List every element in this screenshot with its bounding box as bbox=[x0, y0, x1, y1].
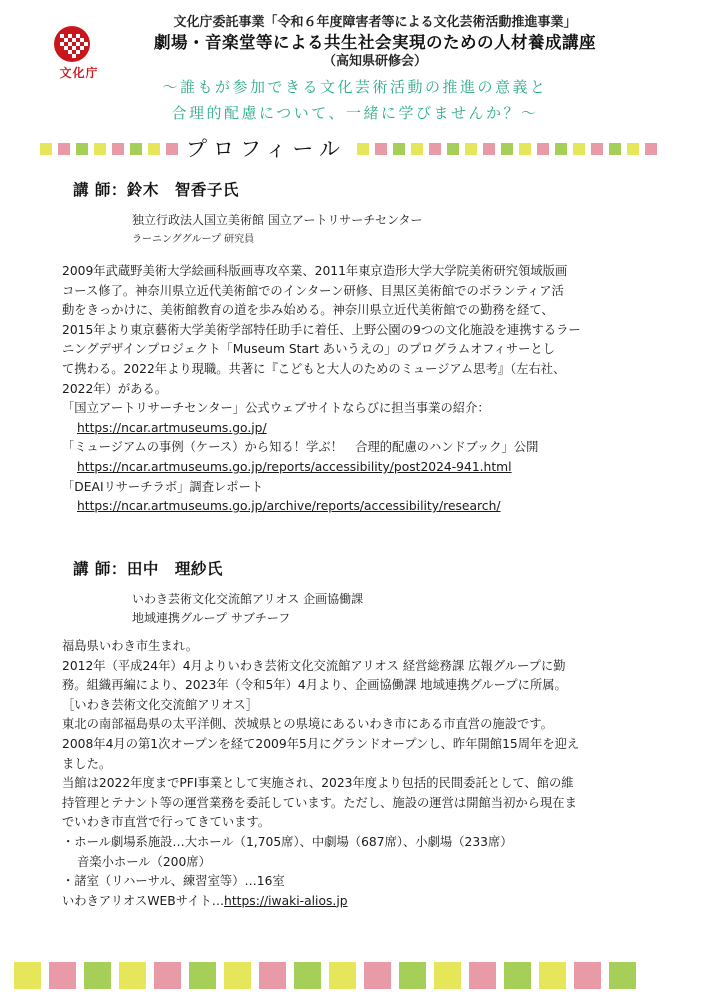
decor-square bbox=[483, 143, 495, 155]
decor-square bbox=[94, 143, 106, 155]
decor-square bbox=[294, 962, 321, 989]
bio-line: て携わる。2022年より現職。共著に『こどもと大人のためのミュージアム思考』（左右社、 bbox=[62, 361, 566, 376]
ref-label: 「国立アートリサーチセンター」公式ウェブサイトならびに担当事業の紹介： bbox=[62, 401, 490, 416]
research-report-link[interactable]: https://ncar.artmuseums.go.jp/archive/reports/accessibility/research/ bbox=[77, 499, 501, 514]
affiliation-line-2: 地域連携グループ サブチーフ bbox=[132, 611, 291, 625]
bio-line: 2015年より東京藝術大学美術学部特任助手に着任、上野公園の9つの文化施設を連携するラー bbox=[62, 322, 581, 337]
affiliation-line-1: いわき芸術文化交流館アリオス 企画協働課 bbox=[132, 592, 364, 606]
decor-square bbox=[645, 143, 657, 155]
decor-square bbox=[465, 143, 477, 155]
decor-square bbox=[259, 962, 286, 989]
profile-title: プロフィール bbox=[186, 137, 346, 161]
ref-label: 「ミュージアムの事例（ケース）から知る！学ぶ！ 合理的配慮のハンドブック」公開 bbox=[62, 440, 539, 455]
decor-square bbox=[166, 143, 178, 155]
decor-square bbox=[76, 143, 88, 155]
bio-line: 2022年）がある。 bbox=[62, 381, 168, 396]
bio-line: でいわき市直営で行ってきています。 bbox=[62, 815, 271, 830]
course-title: 劇場・音楽堂等による共生社会実現のための人材養成講座 bbox=[154, 33, 596, 52]
ncar-site-link[interactable]: https://ncar.artmuseums.go.jp/ bbox=[77, 420, 267, 435]
website-row bbox=[62, 892, 662, 912]
decor-square bbox=[537, 143, 549, 155]
decor-square bbox=[574, 962, 601, 989]
decor-square bbox=[609, 962, 636, 989]
decor-square bbox=[555, 143, 567, 155]
bio-line: 東北の南部福島県の太平洋側、茨城県との県境にあるいわき市にある市直営の施設です。 bbox=[62, 717, 553, 732]
handbook-link[interactable]: https://ncar.artmuseums.go.jp/reports/accessibility/post2024-941.html bbox=[77, 459, 512, 474]
decor-squares-right bbox=[357, 143, 657, 155]
decor-square bbox=[375, 143, 387, 155]
bio-line: 持管理とテナント等の運営業務を委託しています。ただし、施設の運営は開館当初から現在ま bbox=[62, 795, 577, 810]
logo-text: 文化庁 bbox=[59, 66, 99, 80]
decor-square bbox=[364, 962, 391, 989]
bio-line: 2008年4月の第1次オープンを経て2009年5月にグランドオープンし、昨年開館15周年を迎え bbox=[62, 736, 580, 751]
bio-line: 2009年武蔵野美術大学絵画科版画専攻卒業、2011年東京造形大学大学院美術研究領域版画 bbox=[62, 264, 568, 278]
decor-square bbox=[501, 143, 513, 155]
decor-square bbox=[399, 962, 426, 989]
instructor-1-bio bbox=[62, 262, 662, 517]
bio-line: ました。 bbox=[62, 756, 112, 771]
decor-square bbox=[609, 143, 621, 155]
decor-square bbox=[14, 962, 41, 989]
decor-square bbox=[573, 143, 585, 155]
instructor-1-heading: 講 師：鈴木 智香子氏 bbox=[73, 181, 239, 199]
ref-link-row bbox=[62, 497, 662, 517]
instructor-2-bio bbox=[62, 637, 662, 911]
decor-square bbox=[49, 962, 76, 989]
alios-website-link[interactable]: https://iwaki-alios.jp bbox=[224, 893, 348, 908]
decor-square bbox=[329, 962, 356, 989]
decor-squares-left bbox=[40, 143, 178, 155]
facility-line: 音楽小ホール（200席） bbox=[77, 854, 211, 869]
decor-square bbox=[224, 962, 251, 989]
decor-square bbox=[429, 143, 441, 155]
decor-square bbox=[539, 962, 566, 989]
instructor-2-heading: 講 師：田中 理紗氏 bbox=[73, 560, 223, 578]
decor-square bbox=[112, 143, 124, 155]
header bbox=[105, 14, 645, 70]
bio-line: 動をきっかけに、美術館教育の道を歩み始める。神奈川県立近代美術館での勤務を経て、 bbox=[62, 303, 554, 318]
decor-square bbox=[393, 143, 405, 155]
website-label: いわきアリオスWEBサイト… bbox=[62, 893, 225, 908]
subtitle-line-1: ～誰もが参加できる文化芸術活動の推進の意義と bbox=[162, 78, 548, 96]
facility-line: ・諸室（リハーサル、練習室等）…16室 bbox=[62, 874, 285, 889]
subtitle-line-2: 合理的配慮について、一緒に学びませんか？～ bbox=[171, 104, 539, 122]
affiliation-line-1: 独立行政法人国立美術館 国立アートリサーチセンター bbox=[132, 213, 423, 227]
decor-square bbox=[627, 143, 639, 155]
affiliation-line-2: ラーニンググループ 研究員 bbox=[132, 234, 255, 245]
bio-line: 福島県いわき市生まれ。 bbox=[62, 639, 199, 653]
bio-line: ［いわき芸術文化交流館アリオス］ bbox=[62, 697, 259, 712]
decor-square bbox=[447, 143, 459, 155]
ref-link-row bbox=[62, 458, 662, 478]
decor-square bbox=[504, 962, 531, 989]
ref-link-row bbox=[62, 419, 662, 439]
bio-line: 2012年（平成24年）4月よりいわき芸術文化交流館アリオス 経営総務課 広報グループに勤 bbox=[62, 658, 566, 673]
decor-square bbox=[148, 143, 160, 155]
bio-line: ニングデザインプロジェクト「Museum Start あいうえの」のプログラムオフィサーとし bbox=[62, 342, 555, 357]
bio-line: 務。組織再編により、2023年（令和5年）4月より、企画協働課 地域連携グループに所属。 bbox=[62, 678, 567, 693]
decor-square bbox=[40, 143, 52, 155]
decor-square bbox=[84, 962, 111, 989]
bio-line: コース修了。神奈川県立近代美術館でのインターン研修、目黒区美術館でのボランティア活 bbox=[62, 283, 564, 298]
project-line: 文化庁委託事業「令和６年度障害者等による文化芸術活動推進事業」 bbox=[173, 15, 577, 30]
decor-square bbox=[519, 143, 531, 155]
bio-line: 当館は2022年度までPFI事業として実施され、2023年度より包括的民間委託として、館の維 bbox=[62, 776, 574, 791]
instructor-2-affiliation bbox=[132, 590, 363, 628]
decor-square bbox=[411, 143, 423, 155]
decor-square bbox=[154, 962, 181, 989]
decor-square bbox=[58, 143, 70, 155]
ref-label: 「DEAIリサーチラボ」調査レポート bbox=[62, 479, 264, 494]
decor-square bbox=[189, 962, 216, 989]
decor-square bbox=[469, 962, 496, 989]
decor-square bbox=[434, 962, 461, 989]
decor-square bbox=[357, 143, 369, 155]
decor-square bbox=[119, 962, 146, 989]
session-name: （高知県研修会） bbox=[322, 54, 427, 69]
instructor-1-affiliation bbox=[132, 211, 423, 249]
decor-squares-bottom bbox=[14, 962, 636, 989]
decor-square bbox=[130, 143, 142, 155]
facility-line: ・ホール劇場系施設…大ホール（1,705席）、中劇場（687席）、小劇場（233席） bbox=[62, 834, 513, 849]
decor-square bbox=[591, 143, 603, 155]
